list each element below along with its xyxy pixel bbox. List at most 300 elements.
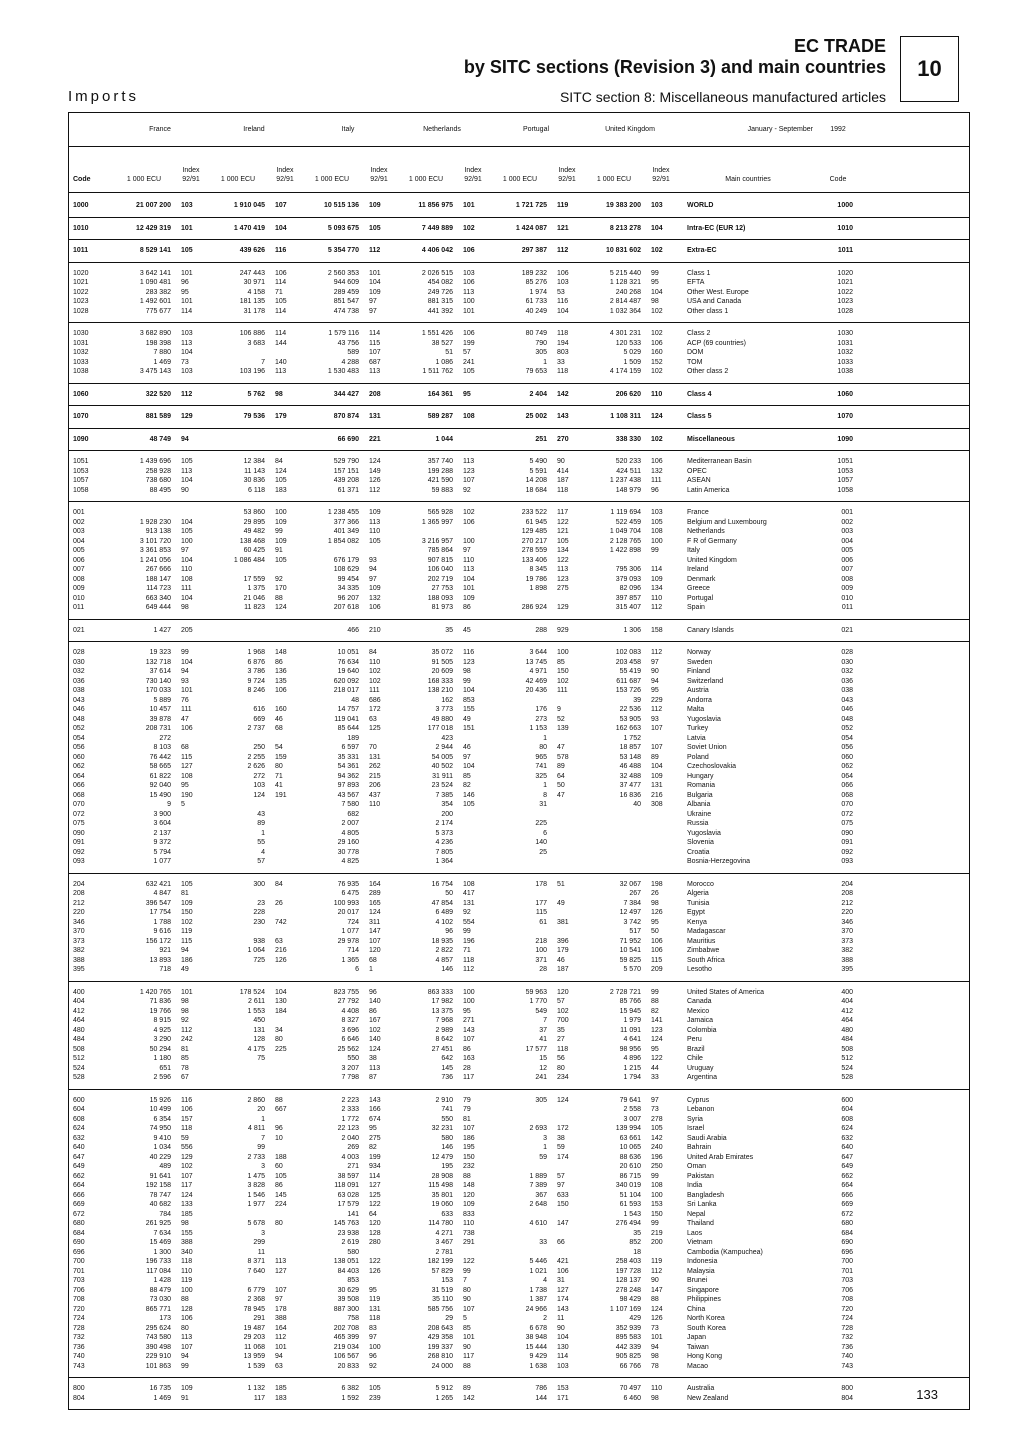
value-united-kingdom: 1 237 438 [609, 477, 641, 484]
row-code: 072 [73, 810, 85, 818]
col-header-index-bottom: 92/91 [182, 176, 200, 183]
index-united-kingdom: 96 [651, 486, 659, 494]
index-ireland: 105 [275, 1172, 287, 1180]
country-name: Latvia [687, 734, 706, 742]
value-france: 261 925 [145, 1220, 171, 1227]
value-portugal: 1 721 725 [515, 202, 547, 209]
value-italy: 289 459 [333, 288, 359, 296]
index-ireland: 80 [275, 1220, 283, 1227]
index-france: 105 [181, 528, 193, 535]
value-portugal: 80 749 [525, 330, 547, 337]
value-france: 48 749 [149, 435, 171, 443]
index-united-kingdom: 99 [651, 988, 659, 996]
value-france: 15 490 [149, 791, 171, 799]
index-netherlands: 833 [463, 1210, 475, 1218]
index-italy: 125 [369, 725, 381, 732]
value-netherlands: 736 [441, 1074, 453, 1081]
index-netherlands: 417 [463, 890, 475, 897]
value-netherlands: 2 174 [435, 820, 453, 827]
row-code: 1020 [73, 269, 89, 277]
row-code: 090 [73, 829, 85, 837]
value-united-kingdom: 197 728 [615, 1267, 641, 1275]
value-ireland: 30 971 [243, 279, 265, 286]
value-france: 12 429 319 [135, 224, 171, 232]
country-name: Class 5 [687, 413, 712, 420]
country-name: Israel [687, 1125, 705, 1132]
country-name: Indonesia [687, 1258, 718, 1265]
value-france: 730 140 [145, 677, 171, 685]
index-portugal: 633 [557, 1191, 569, 1199]
index-france: 119 [181, 928, 193, 935]
index-netherlands: 101 [463, 585, 475, 592]
value-ireland: 1 475 [247, 1172, 265, 1180]
index-united-kingdom: 110 [651, 594, 663, 602]
row-code-right: 1021 [837, 279, 853, 286]
value-italy: 29 978 [337, 937, 359, 945]
index-france [175, 819, 207, 829]
value-france: 71 836 [149, 998, 171, 1005]
value-united-kingdom: 148 979 [615, 486, 641, 494]
value-netherlands: 5 373 [435, 829, 453, 837]
row-code: 680 [73, 1220, 85, 1227]
index-ireland [269, 1073, 301, 1083]
country-name: Romania [687, 782, 716, 789]
country-name: Other class 1 [687, 307, 729, 315]
table-row [69, 1324, 969, 1334]
value-netherlands: 146 [441, 966, 453, 973]
row-code-right: 009 [841, 585, 853, 592]
value-france: 40 229 [149, 1153, 171, 1161]
country-name: ACP (69 countries) [687, 339, 747, 347]
index-netherlands: 86 [463, 1045, 471, 1053]
value-netherlands: 199 337 [427, 1343, 453, 1351]
index-italy: 93 [369, 556, 377, 564]
country-name: Malaysia [687, 1267, 715, 1275]
value-ireland: 49 482 [243, 528, 265, 535]
table-row [69, 1105, 969, 1115]
value-france: 76 442 [149, 753, 171, 761]
value-ireland: 2 860 [247, 1096, 265, 1104]
row-code-right: 030 [841, 658, 853, 666]
index-united-kingdom [645, 556, 677, 566]
value-united-kingdom: 258 403 [615, 1258, 641, 1265]
index-italy: 122 [369, 1258, 381, 1265]
value-portugal: 6 [543, 829, 547, 837]
country-name: Class 2 [687, 330, 711, 337]
value-netherlands: 57 829 [431, 1267, 453, 1275]
value-united-kingdom: 5 215 440 [609, 269, 641, 277]
index-netherlands [457, 527, 489, 537]
index-ireland: 100 [275, 509, 287, 516]
value-france: 2 596 [153, 1074, 171, 1081]
index-france: 102 [181, 918, 193, 926]
row-code: 528 [73, 1074, 85, 1081]
value-ireland: 11 [257, 1248, 265, 1256]
index-ireland: 135 [275, 677, 287, 685]
country-name: Uruguay [687, 1064, 714, 1072]
row-code-right: 400 [841, 988, 853, 996]
index-portugal [551, 927, 583, 937]
value-netherlands: 785 864 [427, 547, 453, 554]
index-united-kingdom: 95 [651, 687, 659, 694]
row-group [69, 240, 969, 263]
index-ireland: 46 [275, 715, 283, 723]
index-italy [363, 819, 395, 829]
row-code: 720 [73, 1305, 85, 1313]
country-name: Kenya [687, 918, 707, 926]
index-netherlands: 107 [463, 1125, 475, 1132]
value-netherlands: 1 364 [435, 858, 453, 865]
value-portugal: 8 345 [529, 566, 547, 573]
value-netherlands: 441 392 [427, 307, 453, 315]
table-row [69, 889, 969, 899]
value-portugal: 15 [539, 1055, 547, 1062]
index-ireland [269, 435, 301, 445]
index-netherlands: 106 [463, 247, 475, 254]
index-portugal [551, 696, 583, 706]
index-ireland: 99 [275, 528, 283, 535]
country-name: Other West. Europe [687, 288, 749, 296]
value-ireland: 7 640 [247, 1267, 265, 1275]
row-code: 1030 [73, 330, 89, 337]
country-name: Croatia [687, 848, 710, 856]
value-ireland: 19 487 [243, 1324, 265, 1332]
value-italy: 1 592 [341, 1394, 359, 1402]
index-france: 100 [181, 537, 193, 545]
value-portugal [489, 594, 551, 604]
row-code: 464 [73, 1017, 85, 1024]
row-code: 036 [73, 677, 85, 685]
table-row [69, 556, 969, 566]
value-portugal: 786 [535, 1385, 547, 1392]
value-portugal: 1 889 [529, 1172, 547, 1180]
table-row [69, 603, 969, 613]
row-code-right: 680 [841, 1220, 853, 1227]
index-portugal: 64 [557, 772, 565, 780]
value-italy: 39 508 [337, 1296, 359, 1303]
table-row [69, 857, 969, 867]
value-netherlands: 16 754 [431, 880, 453, 888]
country-name: Netherlands [687, 528, 725, 535]
index-portugal: 53 [557, 288, 565, 296]
value-portugal: 367 [535, 1191, 547, 1199]
value-italy: 529 790 [333, 458, 359, 465]
index-france: 104 [181, 556, 193, 564]
value-netherlands: 38 527 [431, 339, 453, 347]
index-italy: 64 [369, 1210, 377, 1218]
value-france: 19 323 [149, 649, 171, 656]
row-code: 632 [73, 1134, 85, 1142]
index-portugal: 130 [557, 1343, 569, 1351]
value-portugal: 4 610 [529, 1220, 547, 1227]
value-netherlands: 8 642 [435, 1036, 453, 1043]
value-portugal: 61 [539, 918, 547, 926]
value-ireland [207, 1064, 269, 1074]
index-ireland: 144 [275, 339, 287, 347]
index-ireland: 112 [275, 1334, 287, 1341]
value-netherlands: 429 358 [427, 1334, 453, 1341]
index-france: 78 [181, 1064, 189, 1072]
value-italy: 43 756 [337, 339, 359, 347]
index-netherlands: 95 [463, 1007, 471, 1015]
row-code-right: 1033 [837, 358, 853, 366]
index-france: 190 [181, 791, 193, 799]
index-italy: 101 [369, 269, 381, 277]
index-united-kingdom: 142 [651, 1134, 663, 1142]
row-code: 1038 [73, 368, 89, 375]
index-france: 94 [181, 1353, 189, 1360]
row-group [69, 323, 969, 384]
value-france: 9 372 [153, 839, 171, 846]
value-ireland: 1 977 [247, 1201, 265, 1208]
value-portugal: 218 [535, 937, 547, 945]
country-name: Intra-EC (EUR 12) [687, 224, 746, 232]
country-name: New Zealand [687, 1394, 729, 1402]
value-italy: 99 454 [337, 575, 359, 583]
value-portugal [489, 1229, 551, 1239]
value-united-kingdom: 1 049 704 [609, 528, 641, 535]
index-portugal: 105 [557, 537, 569, 545]
table-row [69, 734, 969, 744]
value-ireland: 299 [253, 1239, 265, 1246]
index-united-kingdom: 106 [651, 937, 663, 945]
value-portugal: 20 436 [525, 687, 547, 694]
table-row [69, 1016, 969, 1026]
index-netherlands: 106 [463, 518, 475, 526]
value-ireland: 230 [253, 918, 265, 926]
index-portugal: 120 [557, 988, 569, 996]
table-number-box: 10 [900, 36, 959, 102]
value-ireland: 12 384 [243, 458, 265, 465]
value-portugal: 9 429 [529, 1353, 547, 1360]
value-united-kingdom: 22 536 [619, 706, 641, 713]
index-portugal: 89 [557, 763, 565, 770]
value-portugal: 1 738 [529, 1286, 547, 1294]
value-ireland [207, 435, 269, 445]
value-united-kingdom: 18 [633, 1248, 641, 1256]
country-name: China [687, 1305, 706, 1313]
row-code: 212 [73, 899, 85, 907]
value-united-kingdom: 39 [633, 696, 641, 704]
value-united-kingdom: 128 137 [615, 1277, 641, 1284]
index-united-kingdom: 94 [651, 1343, 659, 1351]
index-united-kingdom: 103 [651, 509, 663, 516]
value-united-kingdom: 37 477 [619, 782, 641, 789]
value-united-kingdom: 1 509 [623, 358, 641, 366]
year-label: 1992 [830, 126, 846, 133]
value-france: 743 580 [145, 1334, 171, 1341]
index-united-kingdom: 88 [651, 998, 659, 1005]
index-netherlands: 95 [463, 390, 471, 398]
row-code: 052 [73, 725, 85, 732]
value-netherlands: 32 231 [431, 1125, 453, 1132]
index-ireland: 68 [275, 725, 283, 732]
index-ireland: 109 [275, 518, 287, 526]
index-united-kingdom [645, 838, 677, 848]
index-netherlands: 120 [463, 1191, 475, 1199]
value-italy: 20 017 [337, 909, 359, 916]
index-ireland: 71 [275, 772, 283, 780]
country-name: F R of Germany [687, 537, 737, 545]
table-row [69, 946, 969, 956]
index-netherlands: 107 [463, 1036, 475, 1043]
value-portugal [489, 1115, 551, 1125]
value-france: 10 457 [149, 706, 171, 713]
index-france: 95 [181, 782, 189, 789]
index-united-kingdom: 131 [651, 782, 663, 789]
index-italy: 110 [369, 528, 381, 535]
value-netherlands: 881 315 [427, 298, 453, 305]
index-portugal: 49 [557, 899, 565, 907]
index-portugal: 27 [557, 1036, 565, 1043]
index-netherlands: 151 [463, 725, 475, 732]
index-united-kingdom: 112 [651, 604, 663, 611]
value-portugal: 297 387 [521, 247, 547, 254]
row-code-right: 512 [841, 1055, 853, 1062]
row-code-right: 1028 [837, 307, 853, 315]
value-france: 37 614 [149, 668, 171, 675]
index-netherlands: 195 [463, 1144, 475, 1151]
row-code-right: 208 [841, 890, 853, 897]
value-ireland: 1 375 [247, 585, 265, 592]
index-united-kingdom: 153 [651, 1201, 663, 1208]
country-name: Madagascar [687, 928, 726, 935]
index-portugal: 578 [557, 753, 569, 761]
row-group [69, 406, 969, 429]
index-united-kingdom: 126 [651, 909, 663, 916]
index-france [175, 734, 207, 744]
index-ireland: 130 [275, 998, 287, 1005]
index-italy: 687 [369, 358, 381, 366]
row-code: 701 [73, 1267, 85, 1275]
value-italy: 823 755 [333, 988, 359, 996]
index-ireland: 164 [275, 1324, 287, 1332]
index-united-kingdom: 106 [651, 339, 663, 347]
value-united-kingdom: 120 533 [615, 339, 641, 347]
index-ireland [269, 889, 301, 899]
index-united-kingdom: 124 [651, 1036, 663, 1043]
value-ireland: 6 876 [247, 658, 265, 666]
value-netherlands: 96 [445, 928, 453, 935]
row-code-right: 072 [841, 810, 853, 818]
value-netherlands: 741 [441, 1106, 453, 1113]
value-italy: 35 331 [337, 753, 359, 761]
value-ireland: 131 [253, 1026, 265, 1034]
value-france: 1 788 [153, 918, 171, 926]
value-ireland: 7 [261, 358, 265, 366]
index-ireland: 178 [275, 1305, 287, 1313]
row-code-right: 032 [841, 668, 853, 675]
value-netherlands: 1 044 [435, 435, 453, 443]
country-name: OPEC [687, 467, 707, 475]
imports-label: Imports [68, 88, 140, 105]
value-portugal [489, 1162, 551, 1172]
index-united-kingdom [645, 734, 677, 744]
index-united-kingdom: 33 [651, 1074, 659, 1081]
value-france: 1 420 765 [139, 988, 171, 996]
value-ireland: 616 [253, 706, 265, 713]
value-ireland: 75 [257, 1055, 265, 1062]
index-portugal: 104 [557, 307, 569, 315]
value-ireland: 8 371 [247, 1258, 265, 1265]
value-italy: 4 288 [341, 358, 359, 366]
row-code: 032 [73, 668, 85, 675]
index-united-kingdom: 115 [651, 956, 663, 964]
value-france: 9 616 [153, 928, 171, 935]
row-code-right: 006 [841, 556, 853, 564]
index-portugal: 85 [557, 658, 565, 666]
table-row [69, 1276, 969, 1286]
index-ireland [269, 829, 301, 839]
index-netherlands [457, 819, 489, 829]
value-netherlands: 35 110 [432, 1296, 453, 1303]
index-italy: 87 [369, 1074, 377, 1081]
value-united-kingdom: 852 [629, 1239, 641, 1246]
index-portugal: 104 [557, 1334, 569, 1341]
value-italy: 5 354 770 [327, 247, 359, 254]
value-france: 396 547 [145, 899, 171, 907]
index-united-kingdom: 112 [651, 649, 663, 656]
col-header-index-bottom: 92/91 [652, 176, 670, 183]
value-france: 173 [159, 1315, 171, 1322]
value-portugal: 1 974 [529, 288, 547, 296]
row-code-right: 708 [841, 1296, 853, 1303]
index-france: 80 [181, 1324, 189, 1332]
table-row [69, 307, 969, 317]
value-france: 229 910 [145, 1353, 171, 1360]
reporter-france: France [149, 126, 171, 133]
value-ireland: 439 626 [239, 247, 265, 254]
value-portugal: 41 [539, 1036, 547, 1043]
value-ireland: 2 737 [247, 725, 265, 732]
index-united-kingdom: 104 [651, 224, 663, 232]
value-netherlands: 423 [441, 734, 453, 742]
index-united-kingdom: 102 [651, 330, 663, 337]
index-ireland: 140 [275, 358, 287, 366]
table-row [69, 1305, 969, 1315]
row-code-right: 647 [841, 1153, 853, 1161]
table-row [69, 819, 969, 829]
row-code-right: 672 [841, 1210, 853, 1218]
table-row [69, 899, 969, 909]
country-name: Malta [687, 706, 705, 713]
row-code: 706 [73, 1286, 85, 1294]
table-row [69, 1257, 969, 1267]
value-france: 9 410 [153, 1134, 171, 1142]
country-name: Greece [687, 585, 710, 592]
table-row [69, 1286, 969, 1296]
value-netherlands: 35 [445, 626, 453, 634]
value-netherlands: 17 982 [431, 998, 453, 1005]
row-code-right: 662 [841, 1172, 853, 1180]
index-ireland [269, 734, 301, 744]
value-netherlands: 35 072 [431, 649, 453, 656]
country-name: Class 4 [687, 390, 712, 398]
country-name: WORLD [687, 202, 714, 209]
index-france: 98 [181, 1007, 189, 1015]
index-united-kingdom: 102 [651, 307, 663, 315]
index-france: 113 [181, 339, 193, 347]
row-code: 204 [73, 880, 85, 888]
index-italy [363, 546, 395, 556]
index-italy: 131 [369, 1305, 381, 1313]
value-netherlands: 1 365 997 [421, 518, 453, 526]
col-header-code-right: Code [829, 176, 847, 183]
period-label: January - September [747, 126, 813, 133]
value-ireland: 13 959 [243, 1353, 265, 1360]
value-france: 322 520 [145, 390, 171, 398]
row-code-right: 696 [841, 1248, 853, 1256]
